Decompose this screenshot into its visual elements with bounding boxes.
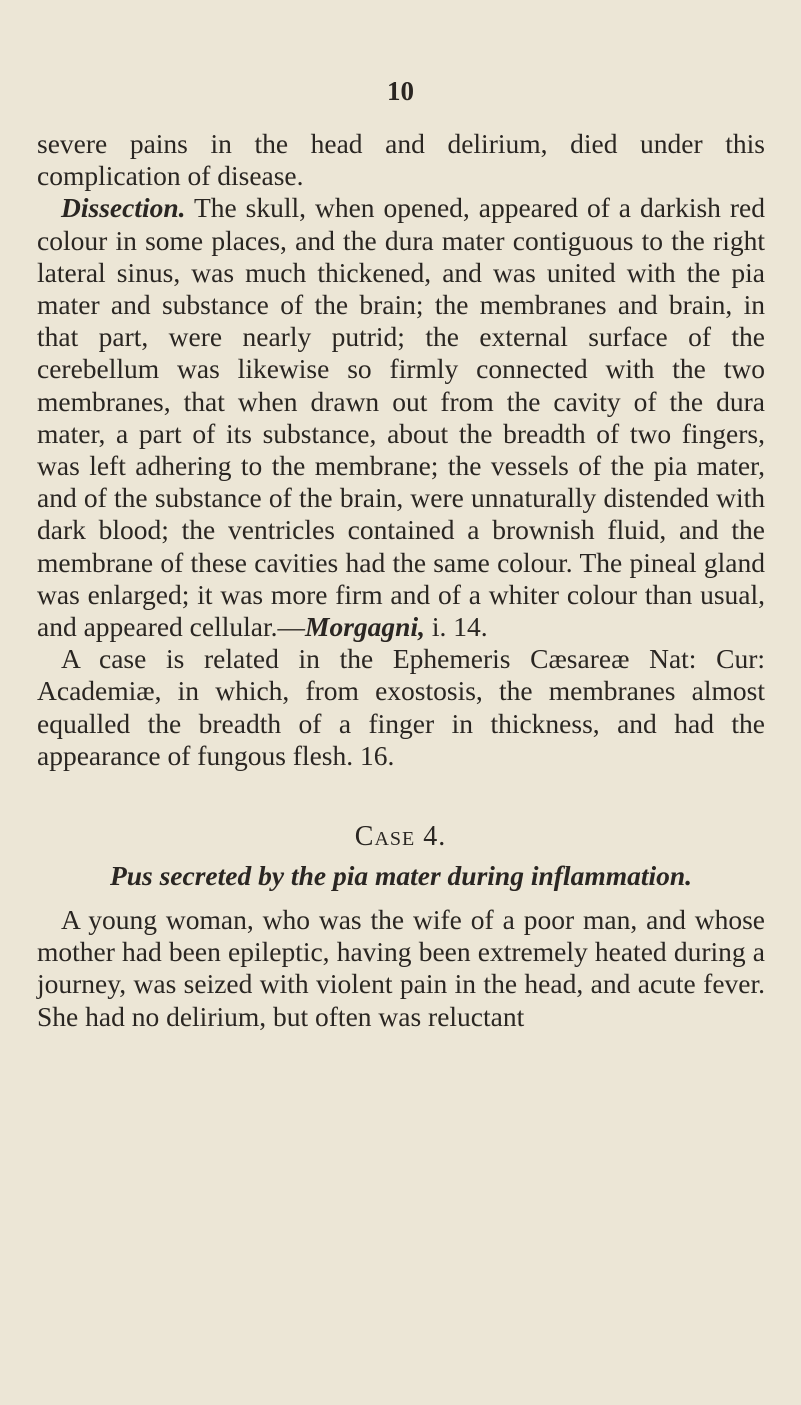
paragraph-dissection xyxy=(37,192,765,643)
case-paragraph: A young woman, who was the wife of a poor man, and whose mother had been epileptic, having been extremely heated during a journey, was seized with violent pain in the head, and acute fever. She had no delirium, but often was reluctant xyxy=(37,904,765,1032)
reference-author: Morgagni, xyxy=(305,611,425,643)
case-body xyxy=(37,904,765,1033)
case-heading: Case 4. xyxy=(354,821,447,852)
dissection-text: The skull, when opened, appeared of a darkish red colour in some places, and the dura mater contiguous to the right lateral sinus, was much thickened, and was united with the pia mater and substance of the brain; the membranes and brain, in that part, were nearly putrid; the external surface of the cerebellum was likewise so firmly connected with the two membranes, that when drawn out from the cavity of the dura mater, a part of its substance, about the breadth of two fingers, was left adhering to the membrane; the vessels of the pia mater, and of the substance of the brain, were unnaturally distended with dark blood; the ventricles contained a brownish fluid, and the membrane of these cavities had the same colour. The pineal gland was enlarged; it was more firm and of a whiter colour than usual, and appeared cellular.— xyxy=(37,192,765,643)
dissection-lead: Dissection. xyxy=(61,192,186,224)
paragraph-ephemeris: A case is related in the Ephemeris Cæsareæ Nat: Cur: Academiæ, in which, from exostosis, the membranes almost equalled the breadth of a finger in thickness, and had the appearance of fungous flesh. 16. xyxy=(37,643,765,771)
case-subtitle: Pus secreted by the pia mater during inflammation. xyxy=(109,860,693,891)
reference-number: i. 14. xyxy=(424,611,488,643)
page-number: 10 xyxy=(387,76,414,106)
paragraph-continuation: severe pains in the head and delirium, died under this complication of disease. xyxy=(37,128,765,192)
body-text xyxy=(37,128,765,772)
